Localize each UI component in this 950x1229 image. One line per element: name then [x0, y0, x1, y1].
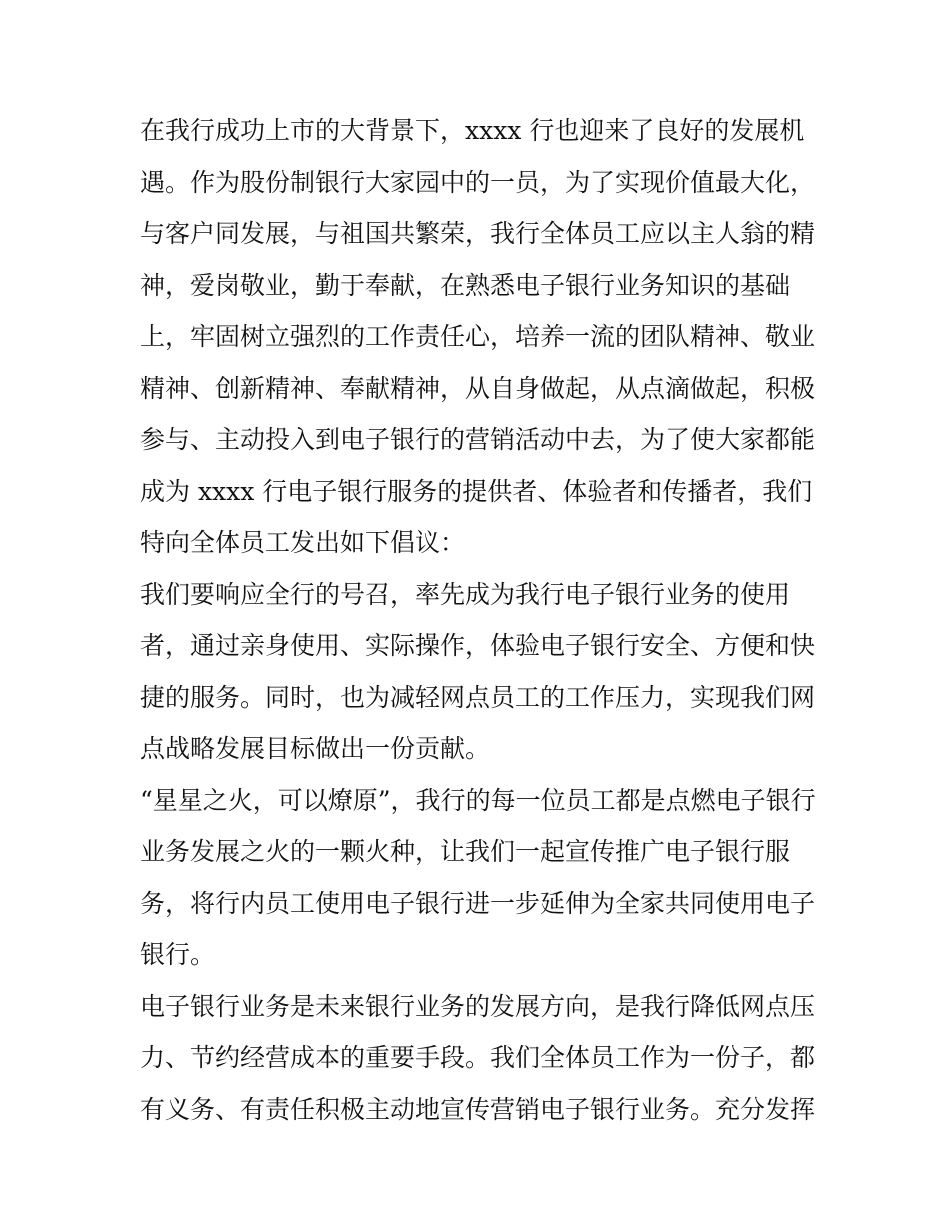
text-line: 神，爱岗敬业，勤于奉献，在熟悉电子银行业务知识的基础	[140, 270, 791, 300]
text-line: 参与、主动投入到电子银行的营销活动中去，为了使大家都能	[140, 425, 816, 454]
text-line: 力、节约经营成本的重要手段。我们全体员工作为一份子，都	[140, 1043, 816, 1072]
text-line: 点战略发展目标做出一份贡献。	[140, 734, 491, 763]
text-line: 上，牢固树立强烈的工作责任心，培养一流的团队精神、敬业	[140, 322, 816, 351]
text-line: “星星之火，可以燎原”，我行的每一位员工都是点燃电子银行	[140, 785, 816, 815]
text-line: 电子银行业务是未来银行业务的发展方向，是我行降低网点压	[140, 991, 816, 1021]
text-line: 者，通过亲身使用、实际操作，体验电子银行安全、方便和快	[140, 631, 816, 660]
text-line: 与客户同发展，与祖国共繁荣，我行全体员工应以主人翁的精	[140, 219, 816, 248]
text-line: 务，将行内员工使用电子银行进一步延伸为全家共同使用电子	[140, 888, 816, 918]
document-body	[140, 105, 820, 1135]
text-line: 特向全体员工发出如下倡议：	[140, 528, 466, 557]
text-line: 成为 xxxx 行电子银行服务的提供者、体验者和传播者，我们	[140, 476, 813, 506]
text-line: 捷的服务。同时，也为减轻网点员工的工作压力，实现我们网	[140, 682, 816, 712]
text-line: 我们要响应全行的号召，率先成为我行电子银行业务的使用	[140, 579, 791, 609]
text-line: 精神、创新精神、奉献精神，从自身做起，从点滴做起，积极	[140, 373, 816, 403]
text-line: 在我行成功上市的大背景下，xxxx 行也迎来了良好的发展机	[140, 116, 805, 145]
text-line: 银行。	[140, 940, 216, 969]
text-line: 遇。作为股份制银行大家园中的一员，为了实现价值最大化，	[140, 167, 816, 197]
text-line: 业务发展之火的一颗火种，让我们一起宣传推广电子银行服	[140, 837, 791, 866]
text-line: 有义务、有责任积极主动地宣传营销电子银行业务。充分发挥	[140, 1094, 816, 1124]
